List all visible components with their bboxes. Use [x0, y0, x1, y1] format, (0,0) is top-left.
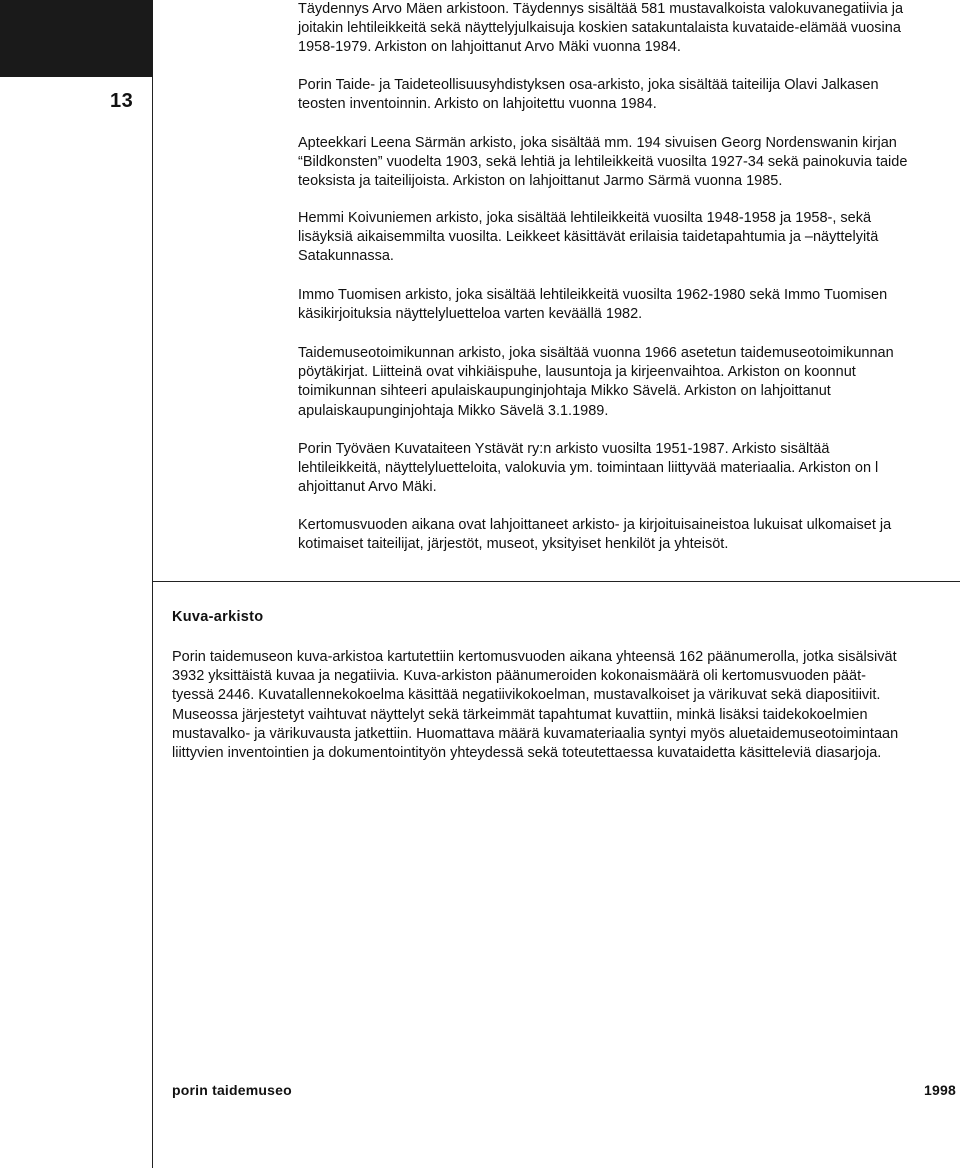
- margin-rule: [152, 77, 153, 1168]
- paragraph-leena-sarma: Apteekkari Leena Särmän arkisto, joka sisältää mm. 194 sivuisen Georg Nordenswanin kirjan “Bildkonsten” vuodelta 1903, sekä lehtiä ja lehtileikkeitä vuosilta 1927-34 sekä painokuvia taide teoksista ja taiteilijoista. Arkiston on lahjoittanut Jarmo Särmä vuonna 1985.: [298, 135, 908, 190]
- footer-year: 1998: [924, 1082, 956, 1098]
- paragraph-hemmi-koivuniemi: Hemmi Koivuniemen arkisto, joka sisältää lehtileikkeitä vuosilta 1948-1958 ja 1958-, sekä lisäyksiä aikaisemmilta vuosilta. Leikkeet käsittävät erilaisia taidetapahtumia ja –näyttelyitä Satakunnassa.: [298, 210, 879, 265]
- paragraph-porin-taide-yhdistys: Porin Taide- ja Taideteollisuusyhdistyksen osa-arkisto, joka sisältää taiteilija Olavi Jalkasen teosten inventoinnin. Arkisto on lahjoitettu vuonna 1984.: [298, 77, 879, 113]
- section-body-kuva-arkisto: Porin taidemuseon kuva-arkistoa kartutettiin kertomusvuoden aikana yhteensä 162 päänumerolla, jotka sisälsivät 3932 yksittäistä kuvaa ja negatiivia. Kuva-arkiston päänumeroiden kokonaismäärä oli kertomusvuoden päät- tyessä 2446. Kuvatallennekokoelma käsittää negatiivikokoelman, mustavalkoiset ja värikuvat sekä diapositiivit. Museossa järjestetyt vaihtuvat näyttelyt sekä tärkeimmät tapahtumat kuvattiin, minkä lisäksi taidekokoelmien mustavalko- ja värikuvausta jatkettiin. Huomattava määrä kuvamateriaalia syntyi myös aluetaidemuseotoimintaan liittyvien inventointien ja dokumentointityön yhteydessä sekä toteutettaessa kuvataidetta käsitteleviä diasarjoja.: [172, 649, 899, 762]
- paragraph-porin-tyovaen: Porin Työväen Kuvataiteen Ystävät ry:n arkisto vuosilta 1951-1987. Arkisto sisältää lehtileikkeitä, näyttelyluetteloita, valokuvia ym. toimintaan liittyvää materiaalia. Arkiston on l ahjoittanut Arvo Mäki.: [298, 441, 879, 496]
- section-title-kuva-arkisto: Kuva-arkisto: [172, 609, 264, 625]
- section-divider: [152, 581, 960, 582]
- paragraph-arvo-maki-supplement: Täydennys Arvo Mäen arkistoon. Täydennys sisältää 581 mustavalkoista valokuvanegatiivia ja joitakin lehtileikkeitä sekä näyttelyjulkaisuja koskien satakuntalaista kuvataide-elämää vuosina 1958-1979. Arkiston on lahjoittanut Arvo Mäki vuonna 1984.: [298, 1, 904, 56]
- header-black-block: [0, 0, 153, 77]
- paragraph-immo-tuominen: Immo Tuomisen arkisto, joka sisältää lehtileikkeitä vuosilta 1962-1980 sekä Immo Tuomisen käsikirjoituksia näyttelyluetteloa varten keväällä 1982.: [298, 287, 888, 323]
- paragraph-kertomusvuoden-lahjoitukset: Kertomusvuoden aikana ovat lahjoittaneet arkisto- ja kirjoituisaineistoa lukuisat ulkomaiset ja kotimaiset taiteilijat, järjestöt, museot, yksityiset henkilöt ja yhteisöt.: [298, 517, 892, 553]
- paragraph-taidemuseotoimikunta: Taidemuseotoimikunnan arkisto, joka sisältää vuonna 1966 asetetun taidemuseotoimikunnan pöytäkirjat. Liitteinä ovat vihkiäispuhe, lausuntoja ja kirjeenvaihtoa. Arkiston on koonnut toimikunnan sihteeri apulaiskaupunginjohtaja Mikko Sävelä. Arkiston on lahjoittanut apulaiskaupunginjohtaja Mikko Sävelä 3.1.1989.: [298, 345, 894, 419]
- footer-publisher: porin taidemuseo: [172, 1082, 292, 1098]
- page-number: 13: [110, 90, 134, 112]
